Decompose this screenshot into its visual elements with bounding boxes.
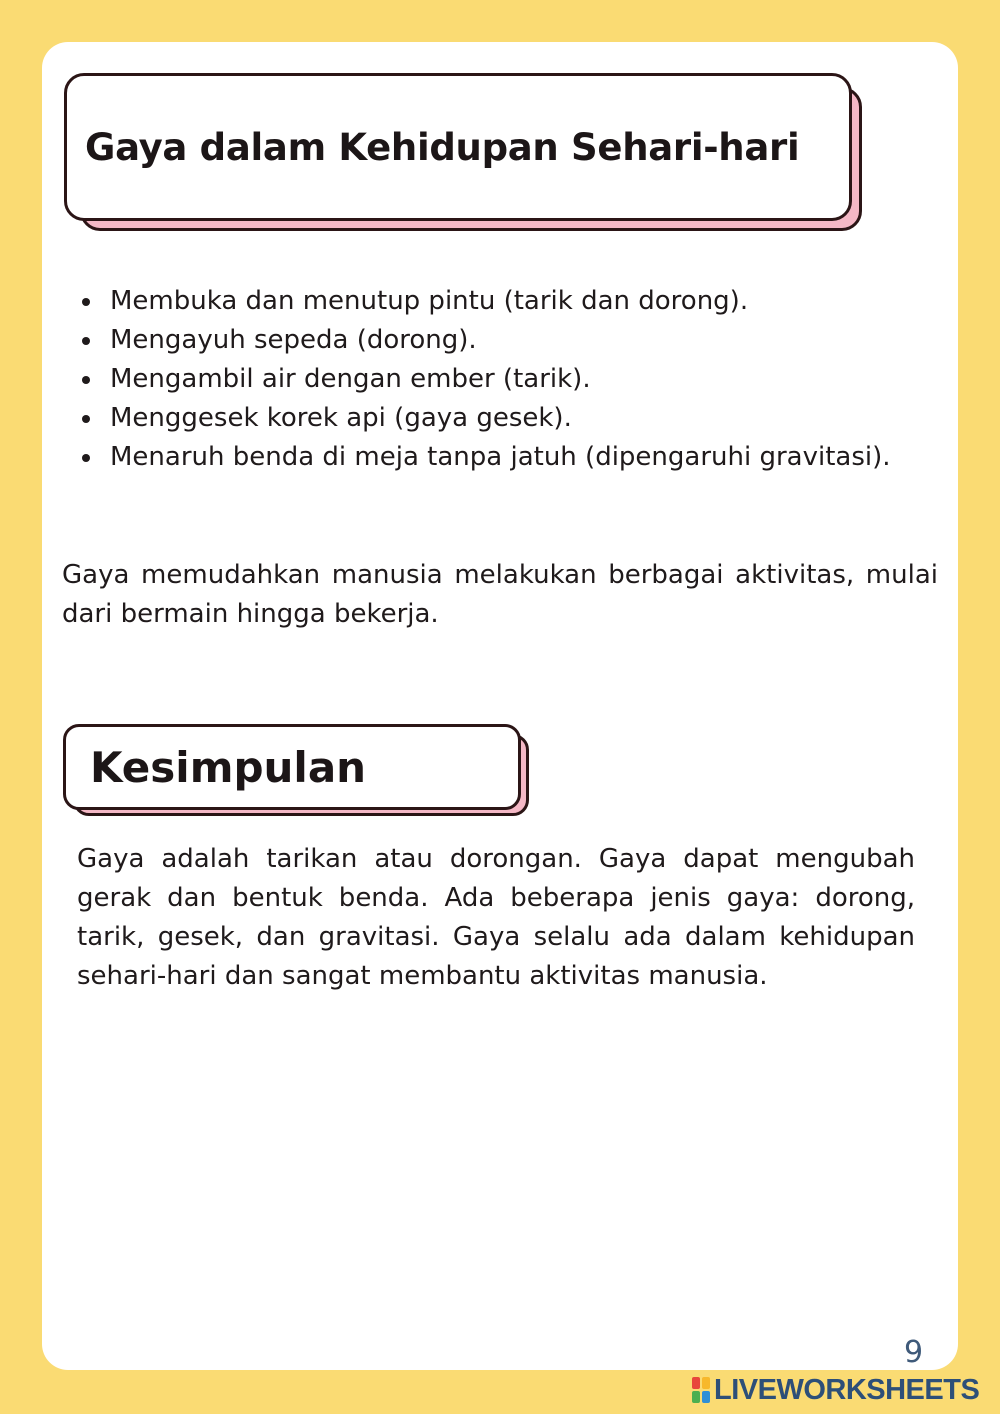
title-box-front xyxy=(63,724,521,810)
footer-brand[interactable] xyxy=(692,1372,979,1408)
conclusion-title: Kesimpulan xyxy=(90,742,367,792)
list-item: Membuka dan menutup pintu (tarik dan dorong). xyxy=(76,282,938,321)
liveworksheets-logo-icon xyxy=(692,1377,710,1403)
section-title: Gaya dalam Kehidupan Sehari-hari xyxy=(85,125,800,169)
title-box-front xyxy=(64,73,852,221)
list-item: Mengayuh sepeda (dorong). xyxy=(76,321,938,360)
list-item: Mengambil air dengan ember (tarik). xyxy=(76,360,938,399)
examples-list xyxy=(76,282,938,477)
section-paragraph: Gaya memudahkan manusia melakukan berbagai aktivitas, mulai dari bermain hingga bekerja. xyxy=(62,560,938,629)
list-item: Menggesek korek api (gaya gesek). xyxy=(76,399,938,438)
list-item: Menaruh benda di meja tanpa jatuh (dipengaruhi gravitasi). xyxy=(76,438,938,477)
brand-text: LIVEWORKSHEETS xyxy=(714,1373,980,1406)
conclusion-paragraph: Gaya adalah tarikan atau dorongan. Gaya dapat mengubah gerak dan bentuk benda. Ada beberapa jenis gaya: dorong, tarik, gesek, dan gravitasi. Gaya selalu ada dalam kehidupan sehari-hari dan sangat membantu aktivitas manusia. xyxy=(77,844,915,991)
page-card xyxy=(42,42,958,1370)
page-number: 9 xyxy=(904,1335,924,1370)
